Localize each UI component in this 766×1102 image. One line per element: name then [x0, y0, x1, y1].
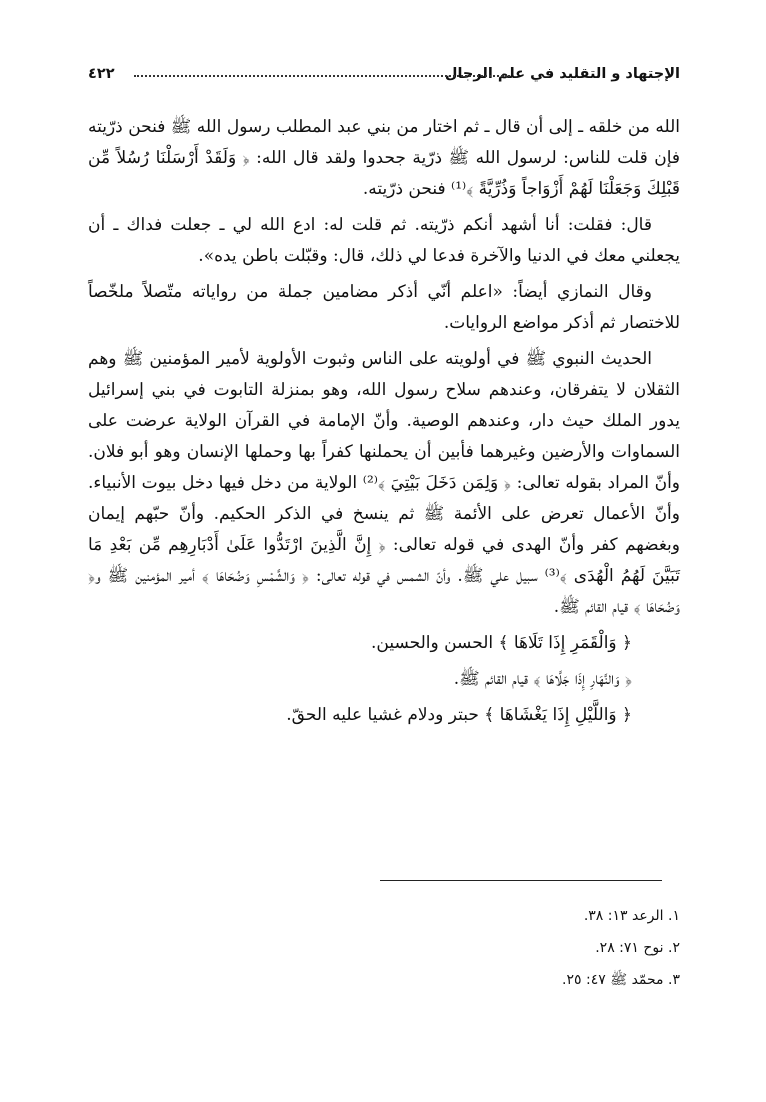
verse-line: ﴿ وَاللَّيْلِ إِذَا يَغْشَاهَا ﴾ حبتر ودلام غشيا عليه الحقّ.: [286, 705, 632, 725]
footnote-separator: [380, 880, 662, 881]
main-text: [88, 112, 680, 736]
verse-line: ﴿ وَالنَّهَارِ إِذَا جَلَّاهَا ﴾ قيام القائم ﷺ.: [453, 669, 632, 689]
paragraph: وقال النمازي أيضاً: «اعلم أنّي أذكر مضامين جملة من رواياته متّصلاً ملخّصاً للاختصار ثم أذكر مواضع الروايات.: [88, 282, 680, 333]
paragraph: الحديث النبوي ﷺ في أولويته على الناس وثبوت الأولوية لأمير المؤمنين ﷺ وهم الثقلان لا يتفرقان، وعندهم سلاح رسول الله، وهو بمنزلة التابوت في بني إسرائيل يدور الملك حيث دار، وعندهم الوصية. وأنّ الإمامة في القرآن الولاية عرضت على السماوات والأرضين وغيرهما فأبين أن يحملنها كفراً بها وحملها الإنسان وهو أبو فلان. وأنّ المراد بقوله تعالى: ﴿ وَلِمَن دَخَلَ بَيْتِيَ ﴾⁽²⁾ الولاية من دخل فيها دخل بيوت الأنبياء. وأنّ الأعمال تعرض على الأئمة ﷺ ثم ينسخ في الذكر الحكيم. وأنّ حبّهم إيمان وبغضهم كفر وأنّ الهدى في قوله تعالى: ﴿ إِنَّ الَّذِينَ ارْتَدُّوا عَلَىٰ أَدْبَارِهِم مِّن بَعْدِ مَا تَبَيَّنَ لَهُمُ الْهُدَى ﴾⁽³⁾ سبيل علي ﷺ. وأنّ الشمس في قوله تعالى: ﴿ وَالشَّمْسِ وَضُحَاهَا ﴾ أمير المؤمنين ﷺ و﴿ وَضُحَاهَا ﴾ قيام القائم ﷺ.: [88, 349, 681, 617]
verse-line: ﴿ وَالْقَمَرِ إِذَا تَلَاهَا ﴾ الحسن والحسين.: [370, 633, 632, 653]
paragraph: الله من خلقه ـ إلى أن قال ـ ثم اختار من بني عبد المطلب رسول الله ﷺ فنحن ذرّيته فإن قلت للناس: لرسول الله ﷺ ذرّية جحدوا ولقد قال الله: ﴿ وَلَقَدْ أَرْسَلْنَا رُسُلاً مِّن قَبْلِكَ وَجَعَلْنَا لَهُمْ أَزْوَاجاً وَذُرِّيَّةً ﴾⁽¹⁾ فنحن ذرّيته.: [88, 117, 680, 199]
page-number: ٤٢٢: [88, 66, 115, 82]
footnote: ٣. محمّد ﷺ ٤٧: ٢٥.: [562, 972, 680, 988]
footnotes: [88, 900, 680, 996]
header-title: الإجتهاد و التقليد في علم الرجال: [444, 66, 680, 82]
header-dot-leader: [134, 75, 510, 77]
footnote: ١. الرعد ١٣: ٣٨.: [583, 908, 680, 924]
paragraph: قال: فقلت: أنا أشهد أنكم ذرّيته. ثم قلت له: ادع الله لي ـ جعلت فداك ـ أن يجعلني معك في الدنيا والآخرة فدعا لي ذلك، قال: وقبّلت باطن يده».: [88, 215, 680, 266]
footnote: ٢. نوح ٧١: ٢٨.: [595, 940, 680, 956]
running-header: [88, 66, 680, 94]
